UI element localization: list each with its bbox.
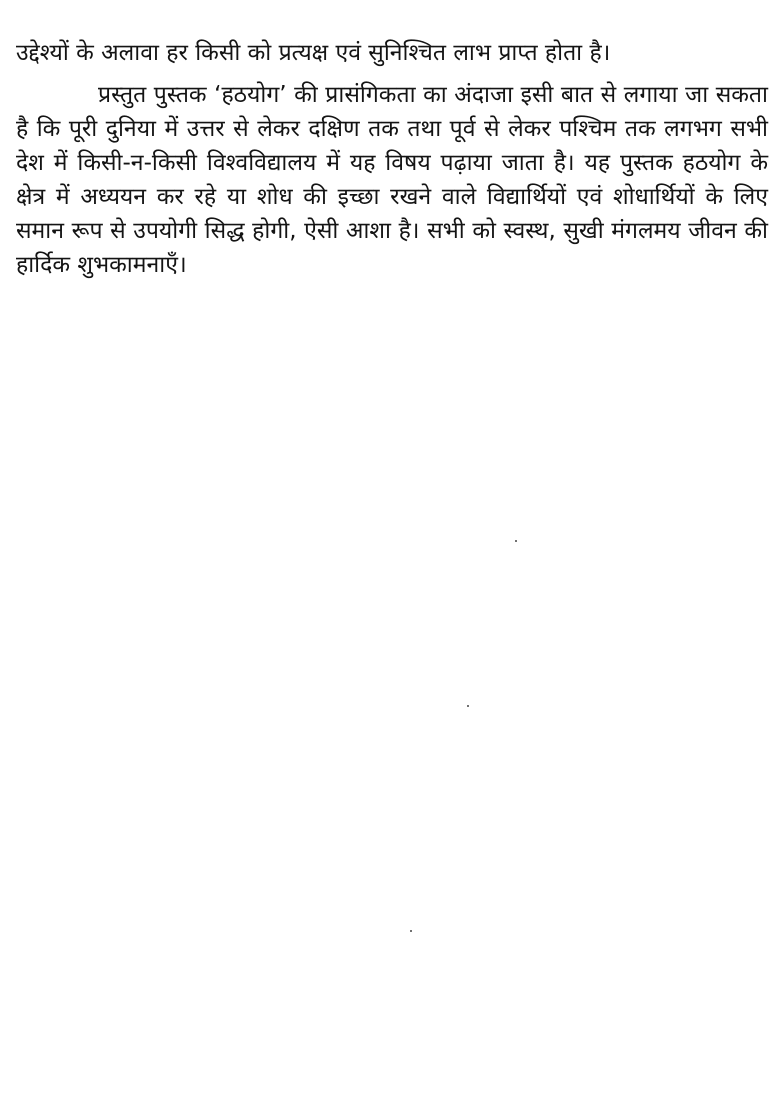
scan-speck (467, 705, 469, 707)
document-page (16, 36, 768, 282)
paragraph-book-relevance: प्रस्तुत पुस्तक ‘हठयोग’ की प्रासंगिकता का अंदाजा इसी बात से लगाया जा सकता है कि पूरी दुनिया में उत्तर से लेकर दक्षिण तक तथा पूर्व से लेकर पश्चिम तक लगभग सभी देश में किसी-न-किसी विश्वविद्यालय में यह विषय पढ़ाया जाता है। यह पुस्तक हठयोग के क्षेत्र में अध्ययन कर रहे या शोध की इच्छा रखने वाले विद्यार्थियों एवं शोधार्थियों के लिए समान रूप से उपयोगी सिद्ध होगी, ऐसी आशा है। सभी को स्वस्थ, सुखी मंगलमय जीवन की हार्दिक शुभकामनाएँ। (16, 82, 768, 278)
scan-speck (515, 540, 517, 542)
scan-speck (410, 930, 412, 932)
paragraph-continuation: उद्देश्यों के अलावा हर किसी को प्रत्यक्ष एवं सुनिश्चित लाभ प्राप्त होता है। (16, 40, 611, 66)
